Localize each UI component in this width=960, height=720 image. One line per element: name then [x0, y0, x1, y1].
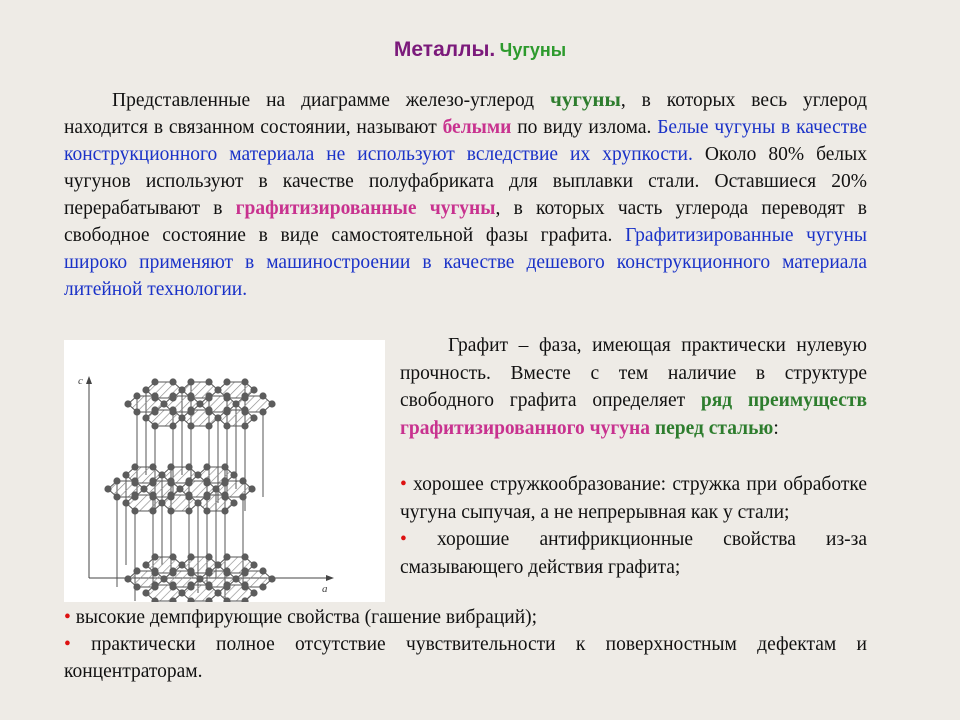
- text-run: , в которых часть углерода переводят в свободное состояние в виде самостоятельной фазы графита.: [64, 198, 868, 246]
- carbon-atom: [241, 567, 248, 574]
- carbon-atom: [239, 493, 246, 500]
- carbon-atom: [169, 392, 176, 399]
- carbon-atom: [268, 400, 275, 407]
- carbon-atom: [142, 414, 149, 421]
- carbon-atom: [194, 471, 201, 478]
- carbon-atom: [203, 491, 210, 498]
- text-run: :: [773, 417, 779, 439]
- carbon-atom: [131, 477, 138, 484]
- carbon-atom: [187, 581, 194, 588]
- carbon-atom: [142, 386, 149, 393]
- carbon-atom: [149, 491, 156, 498]
- term-graphitized-iron: графитизированного чугуна: [400, 417, 651, 439]
- axis-a-label: a: [322, 583, 328, 595]
- carbon-atom: [149, 463, 156, 470]
- carbon-atom: [185, 477, 192, 484]
- carbon-atom: [250, 414, 257, 421]
- list-item-text: хорошие антифрикционные свойства из-за смазывающего действия графита;: [400, 529, 867, 578]
- term-graphitized: графитизированные: [235, 198, 417, 219]
- carbon-atom: [259, 567, 266, 574]
- carbon-atom: [212, 485, 219, 492]
- term-chuguny: чугуны: [550, 87, 621, 111]
- carbon-atom: [259, 408, 266, 415]
- graphite-lattice-diagram: [64, 340, 385, 602]
- carbon-atom: [124, 400, 131, 407]
- carbon-atom: [223, 422, 230, 429]
- carbon-atom: [232, 400, 239, 407]
- lattice-layers: [104, 378, 275, 602]
- carbon-atom: [259, 583, 266, 590]
- carbon-atom: [151, 567, 158, 574]
- carbon-atom: [169, 406, 176, 413]
- carbon-atom: [203, 463, 210, 470]
- list-item: [64, 631, 867, 685]
- carbon-atom: [196, 400, 203, 407]
- carbon-atom: [203, 507, 210, 514]
- carbon-atom: [230, 499, 237, 506]
- carbon-atom: [241, 406, 248, 413]
- carbon-atom: [142, 589, 149, 596]
- carbon-atom: [221, 507, 228, 514]
- term-chuguny-2: чугуны: [429, 198, 496, 219]
- list-item-text: практически полное отсутствие чувствительности к поверхностным дефектам и концентраторам.: [64, 634, 867, 682]
- text-run: [416, 198, 429, 219]
- axis-c-label: c: [78, 375, 83, 387]
- advantages-list-right: [400, 471, 867, 581]
- carbon-atom: [149, 477, 156, 484]
- carbon-atom: [223, 581, 230, 588]
- carbon-atom: [185, 463, 192, 470]
- intro-paragraph: [64, 86, 867, 303]
- carbon-atom: [187, 392, 194, 399]
- carbon-atom: [160, 400, 167, 407]
- carbon-atom: [151, 422, 158, 429]
- carbon-atom: [241, 392, 248, 399]
- text-run: по виду излома.: [511, 117, 658, 138]
- carbon-atom: [241, 553, 248, 560]
- carbon-atom: [151, 378, 158, 385]
- carbon-atom: [241, 581, 248, 588]
- list-item: [400, 526, 867, 581]
- carbon-atom: [223, 553, 230, 560]
- carbon-atom: [187, 406, 194, 413]
- carbon-atom: [124, 575, 131, 582]
- carbon-atom: [187, 378, 194, 385]
- carbon-atom: [158, 499, 165, 506]
- carbon-atom: [205, 422, 212, 429]
- list-item: [400, 471, 867, 526]
- carbon-atom: [133, 392, 140, 399]
- carbon-atom: [167, 477, 174, 484]
- list-item-text: высокие демпфирующие свойства (гашение вибраций);: [75, 607, 538, 628]
- carbon-atom: [223, 392, 230, 399]
- carbon-atom: [151, 581, 158, 588]
- carbon-atom: [133, 583, 140, 590]
- carbon-atom: [205, 392, 212, 399]
- carbon-atom: [113, 493, 120, 500]
- carbon-atom: [214, 561, 221, 568]
- carbon-atom: [169, 581, 176, 588]
- carbon-atom: [122, 499, 129, 506]
- carbon-atom: [230, 471, 237, 478]
- carbon-atom: [221, 463, 228, 470]
- carbon-atom: [268, 575, 275, 582]
- highlight-graphitized-usage: Графитизированные чугуны широко применяют в машиностроении в качестве дешевого конструкционного материала литейной технологии.: [64, 225, 867, 300]
- carbon-atom: [239, 477, 246, 484]
- carbon-atom: [187, 553, 194, 560]
- carbon-atom: [149, 507, 156, 514]
- carbon-atom: [187, 422, 194, 429]
- term-belymi: белыми: [442, 117, 512, 138]
- carbon-atom: [178, 414, 185, 421]
- carbon-atom: [151, 553, 158, 560]
- carbon-atom: [196, 575, 203, 582]
- highlight-white-iron: Белые чугуны в качестве конструкционного материала не используют вследствие их хрупкости.: [64, 117, 867, 165]
- carbon-atom: [169, 422, 176, 429]
- carbon-atom: [185, 507, 192, 514]
- carbon-atom: [241, 422, 248, 429]
- carbon-atom: [113, 477, 120, 484]
- term-vs-steel: перед сталью: [654, 417, 774, 439]
- bullet-marker: •: [400, 529, 407, 550]
- carbon-atom: [223, 406, 230, 413]
- advantages-list-bottom: [64, 604, 867, 685]
- carbon-atom: [205, 378, 212, 385]
- carbon-atom: [194, 499, 201, 506]
- carbon-atom: [221, 491, 228, 498]
- carbon-atom: [178, 386, 185, 393]
- carbon-atom: [259, 392, 266, 399]
- carbon-atom: [205, 581, 212, 588]
- text-run: Около 80% белых чугунов используют в качестве полуфабриката для выплавки стали. Оставшиеся 20% перерабатывают в: [64, 144, 867, 219]
- carbon-atom: [169, 378, 176, 385]
- carbon-atom: [205, 553, 212, 560]
- title-sub: Чугуны: [499, 40, 567, 60]
- carbon-atom: [250, 386, 257, 393]
- carbon-atom: [142, 561, 149, 568]
- carbon-atom: [232, 575, 239, 582]
- list-item: [64, 604, 867, 631]
- carbon-atom: [133, 408, 140, 415]
- carbon-atom: [167, 463, 174, 470]
- carbon-atom: [214, 386, 221, 393]
- carbon-atom: [122, 471, 129, 478]
- text-run: Представленные на диаграмме железо-углерод: [112, 90, 551, 111]
- carbon-atom: [178, 561, 185, 568]
- slide-title: [0, 38, 960, 62]
- carbon-atom: [169, 567, 176, 574]
- graphite-lattice-figure: [64, 340, 385, 602]
- carbon-atom: [205, 406, 212, 413]
- carbon-atom: [167, 507, 174, 514]
- bullet-marker: •: [64, 634, 71, 655]
- title-main: Металлы.: [393, 38, 496, 61]
- carbon-atom: [160, 575, 167, 582]
- carbon-atom: [158, 471, 165, 478]
- carbon-atom: [133, 567, 140, 574]
- text-run: Графит – фаза, имеющая практически нулевую прочность. Вместе с тем наличие в структуре свободного графита определяет: [400, 335, 867, 411]
- term-advantages: ряд преимуществ: [700, 390, 867, 411]
- carbon-atom: [169, 553, 176, 560]
- carbon-atom: [248, 485, 255, 492]
- carbon-atom: [176, 485, 183, 492]
- carbon-atom: [104, 485, 111, 492]
- carbon-atom: [151, 406, 158, 413]
- carbon-atom: [241, 378, 248, 385]
- carbon-atom: [223, 567, 230, 574]
- carbon-atom: [178, 589, 185, 596]
- bullet-marker: •: [400, 474, 407, 495]
- carbon-atom: [131, 491, 138, 498]
- carbon-atom: [131, 463, 138, 470]
- carbon-atom: [250, 589, 257, 596]
- carbon-atom: [131, 507, 138, 514]
- carbon-atom: [167, 491, 174, 498]
- carbon-atom: [223, 378, 230, 385]
- carbon-atom: [205, 567, 212, 574]
- carbon-atom: [187, 567, 194, 574]
- carbon-atom: [203, 477, 210, 484]
- carbon-atom: [221, 477, 228, 484]
- bullet-marker: •: [64, 607, 71, 628]
- carbon-atom: [151, 392, 158, 399]
- carbon-atom: [250, 561, 257, 568]
- list-item-text: хорошее стружкообразование: стружка при обработке чугуна сыпучая, а не непрерывная как у стали;: [400, 474, 868, 523]
- text-run: , в которых весь углерод находится в связанном состоянии, называют: [64, 90, 867, 138]
- carbon-atom: [214, 589, 221, 596]
- carbon-atom: [140, 485, 147, 492]
- carbon-atom: [185, 491, 192, 498]
- graphite-paragraph: [400, 332, 867, 442]
- carbon-atom: [214, 414, 221, 421]
